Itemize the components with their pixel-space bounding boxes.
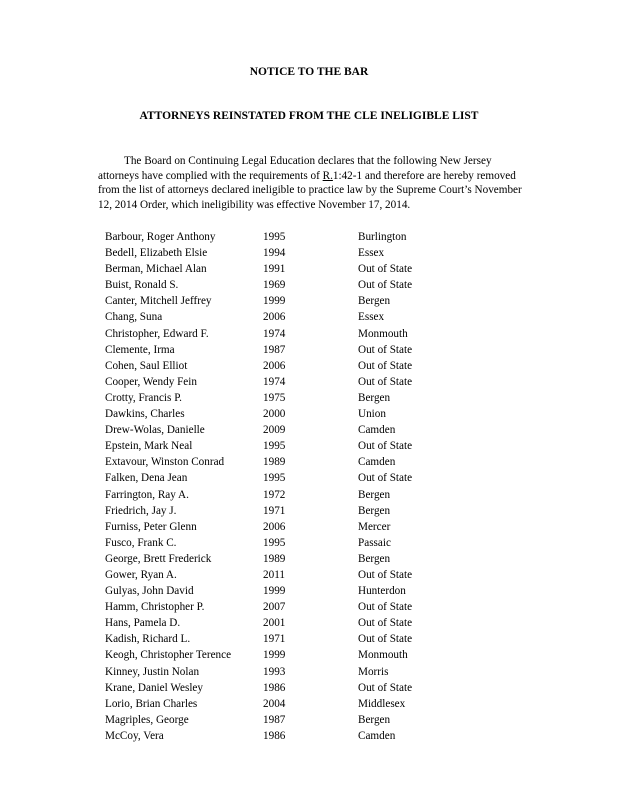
admission-year: 1995 xyxy=(263,472,286,485)
county: Bergen xyxy=(358,391,391,404)
attorney-row xyxy=(0,647,618,663)
attorney-name: Extavour, Winston Conrad xyxy=(105,456,225,469)
attorney-name: Friedrich, Jay J. xyxy=(105,504,177,517)
attorney-row xyxy=(0,470,618,486)
admission-year: 1995 xyxy=(263,440,286,453)
attorney-name: Dawkins, Charles xyxy=(105,408,185,421)
attorney-list xyxy=(0,229,618,744)
attorney-name: George, Brett Frederick xyxy=(105,552,212,565)
attorney-row xyxy=(0,728,618,744)
attorney-row xyxy=(0,358,618,374)
attorney-row xyxy=(0,664,618,680)
county: Camden xyxy=(358,729,396,742)
attorney-name: Christopher, Edward F. xyxy=(105,327,209,340)
admission-year: 1995 xyxy=(263,536,286,549)
attorney-name: Furniss, Peter Glenn xyxy=(105,520,197,533)
attorney-row xyxy=(0,245,618,261)
attorney-name: Krane, Daniel Wesley xyxy=(105,681,203,694)
attorney-row xyxy=(0,551,618,567)
attorney-row xyxy=(0,519,618,535)
admission-year: 2000 xyxy=(263,408,286,421)
county: Bergen xyxy=(358,295,391,308)
admission-year: 1971 xyxy=(263,633,286,646)
attorney-row xyxy=(0,406,618,422)
attorney-row xyxy=(0,503,618,519)
attorney-name: Hans, Pamela D. xyxy=(105,617,181,630)
attorney-row xyxy=(0,438,618,454)
attorney-name: Hamm, Christopher P. xyxy=(105,601,205,614)
county: Camden xyxy=(358,424,396,437)
admission-year: 2006 xyxy=(263,311,286,324)
admission-year: 1987 xyxy=(263,713,286,726)
attorney-name: Fusco, Frank C. xyxy=(105,536,177,549)
attorney-name: Magriples, George xyxy=(105,713,189,726)
county: Bergen xyxy=(358,713,391,726)
attorney-name: Gower, Ryan A. xyxy=(105,568,177,581)
attorney-name: Cooper, Wendy Fein xyxy=(105,375,197,388)
county: Hunterdon xyxy=(358,585,406,598)
admission-year: 2006 xyxy=(263,520,286,533)
county: Passaic xyxy=(358,536,391,549)
county: Out of State xyxy=(358,617,413,630)
admission-year: 1991 xyxy=(263,263,286,276)
admission-year: 2007 xyxy=(263,601,286,614)
attorney-name: Clemente, Irma xyxy=(105,343,175,356)
county: Bergen xyxy=(358,552,391,565)
admission-year: 2011 xyxy=(263,568,285,581)
county: Out of State xyxy=(358,681,413,694)
county: Out of State xyxy=(358,568,413,581)
county: Out of State xyxy=(358,472,413,485)
county: Monmouth xyxy=(358,327,408,340)
admission-year: 2006 xyxy=(263,359,286,372)
county: Burlington xyxy=(358,231,407,243)
attorney-row xyxy=(0,309,618,325)
admission-year: 1999 xyxy=(263,649,286,662)
county: Out of State xyxy=(358,601,413,614)
attorney-row xyxy=(0,712,618,728)
admission-year: 1986 xyxy=(263,681,286,694)
county: Out of State xyxy=(358,440,413,453)
admission-year: 2001 xyxy=(263,617,286,630)
attorney-row xyxy=(0,583,618,599)
county: Out of State xyxy=(358,375,413,388)
rule-reference: R. xyxy=(322,169,333,182)
attorney-row xyxy=(0,422,618,438)
attorney-name: Kadish, Richard L. xyxy=(105,633,191,646)
attorney-row xyxy=(0,567,618,583)
admission-year: 1971 xyxy=(263,504,286,517)
attorney-row xyxy=(0,390,618,406)
attorney-name: McCoy, Vera xyxy=(105,729,164,742)
intro-text-part1: The Board on Continuing Legal Education declares that the following New Jersey attorneys have complied with the requirements of xyxy=(98,155,492,182)
attorney-name: Farrington, Ray A. xyxy=(105,488,189,501)
attorney-name: Keogh, Christopher Terence xyxy=(105,649,232,662)
attorney-row xyxy=(0,696,618,712)
attorney-name: Buist, Ronald S. xyxy=(105,279,179,292)
attorney-name: Lorio, Brian Charles xyxy=(105,697,198,710)
admission-year: 1987 xyxy=(263,343,286,356)
attorney-name: Chang, Suna xyxy=(105,311,163,324)
intro-paragraph xyxy=(98,154,528,212)
attorney-name: Epstein, Mark Neal xyxy=(105,440,193,453)
attorney-row xyxy=(0,374,618,390)
admission-year: 1989 xyxy=(263,456,286,469)
county: Essex xyxy=(358,247,385,260)
admission-year: 1969 xyxy=(263,279,286,292)
attorney-row xyxy=(0,261,618,277)
attorney-row xyxy=(0,680,618,696)
attorney-row xyxy=(0,535,618,551)
attorney-name: Cohen, Saul Elliot xyxy=(105,359,188,372)
attorney-name: Gulyas, John David xyxy=(105,585,194,598)
attorney-row xyxy=(0,229,618,245)
attorney-name: Bedell, Elizabeth Elsie xyxy=(105,247,208,260)
attorney-row xyxy=(0,277,618,293)
admission-year: 2004 xyxy=(263,697,286,710)
attorney-row xyxy=(0,293,618,309)
attorney-name: Falken, Dena Jean xyxy=(105,472,188,485)
list-title: ATTORNEYS REINSTATED FROM THE CLE INELIGIBLE LIST xyxy=(139,110,479,122)
admission-year: 1972 xyxy=(263,488,286,501)
attorney-name: Drew-Wolas, Danielle xyxy=(105,424,205,437)
county: Mercer xyxy=(358,520,391,533)
county: Union xyxy=(358,408,386,421)
admission-year: 1999 xyxy=(263,585,286,598)
county: Out of State xyxy=(358,263,413,276)
admission-year: 1999 xyxy=(263,295,286,308)
admission-year: 1993 xyxy=(263,665,286,678)
attorney-name: Berman, Michael Alan xyxy=(105,263,207,276)
admission-year: 1974 xyxy=(263,375,286,388)
county: Camden xyxy=(358,456,396,469)
attorney-name: Crotty, Francis P. xyxy=(105,391,182,404)
county: Out of State xyxy=(358,279,413,292)
admission-year: 1989 xyxy=(263,552,286,565)
attorney-row xyxy=(0,342,618,358)
attorney-row xyxy=(0,599,618,615)
attorney-name: Barbour, Roger Anthony xyxy=(105,231,216,243)
attorney-row xyxy=(0,615,618,631)
notice-title: NOTICE TO THE BAR xyxy=(249,66,369,78)
county: Bergen xyxy=(358,504,391,517)
admission-year: 1974 xyxy=(263,327,286,340)
intro-text-part2: 1:42-1 and therefore are hereby removed from the list of attorneys declared ineligible to practice law by the Supreme Court’s November 12, 2014 Order, which ineligibility was effective November 17, 2014. xyxy=(98,169,522,211)
county: Middlesex xyxy=(358,697,406,710)
county: Essex xyxy=(358,311,385,324)
county: Out of State xyxy=(358,343,413,356)
county: Monmouth xyxy=(358,649,408,662)
admission-year: 2009 xyxy=(263,424,286,437)
county: Out of State xyxy=(358,633,413,646)
admission-year: 1986 xyxy=(263,729,286,742)
county: Out of State xyxy=(358,359,413,372)
admission-year: 1994 xyxy=(263,247,286,260)
county: Morris xyxy=(358,665,389,678)
admission-year: 1975 xyxy=(263,391,286,404)
attorney-row xyxy=(0,454,618,470)
attorney-row xyxy=(0,631,618,647)
attorney-name: Canter, Mitchell Jeffrey xyxy=(105,295,212,308)
attorney-name: Kinney, Justin Nolan xyxy=(105,665,200,678)
admission-year: 1995 xyxy=(263,231,286,243)
attorney-row xyxy=(0,487,618,503)
attorney-row xyxy=(0,326,618,342)
county: Bergen xyxy=(358,488,391,501)
